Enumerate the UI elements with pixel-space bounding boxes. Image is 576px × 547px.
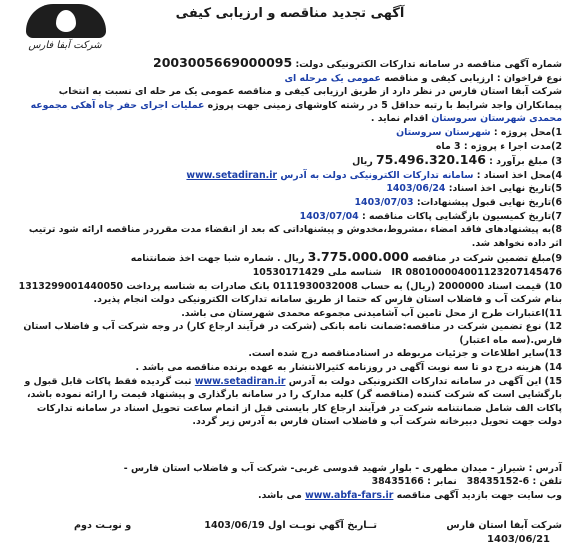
address-line: آدرس : شیراز - میدان مطهری - بلوار شهید قدوسی غربی- شرکت آب و فاضلاب استان فارس - xyxy=(123,463,562,474)
item-15: 15) این آگهی در سامانه تدارکات الکترونیکی دولت به آدرس www.setadiran.ir ثبت گردیده فقط پاکات قابل قبول و بارگشایی است که شرکت کننده (مناقصه گر) کلیه مدارک را در سامانه بارگذاری و پیشنهاد قیمت را ارائه نموده باشد، پاکات الف شامل ضمانتنامه شرکت در فرآیند ارجاع کار بایستی قبل از اتمام ساعت تحویل اسناد در سامانه تدارکات دولت جهت تحویل دبیرخانه شرکت آب و فاضلاب استان فارس به آدرس زیر گردد. xyxy=(24,375,562,428)
item-4: 4)محل اخذ اسناد : سامانه تدارکات الکترونیکی دولت به آدرس www.setadiran.ir xyxy=(186,169,562,181)
first-publish-date: تــاریخ آگهي نوبـت اول 1403/06/19 xyxy=(204,520,377,531)
item-14: 14) هزینه درج دو تا سه نوبت آگهی در روزنامه کثیرالانتشار به عهده برنده مناقصه می باشد . xyxy=(135,362,562,374)
contact-footer xyxy=(14,462,562,502)
item-8: 8)به پیشنهادهای فاقد امضاء ،مشروط،مخدوش و پیشنهاداتی که بعد از انقضاء مدت مقرردر مناقصه ارائه شود ترتیب اثر داده نخواهد شد. xyxy=(28,224,562,249)
announcement-body xyxy=(14,56,562,429)
item-10: 10) قیمت اسناد 2000000 (ریال) به حساب 0111930032008 بانک صادرات به شناسه پرداخت 1313299001440050 بنام شرکت آب و فاضلاب استان فارس که حتما از طریق سامانه تدارکات الکترونیکی دولت انجام پذیرد. xyxy=(18,280,562,306)
second-publish-label: و نوبـت دوم xyxy=(74,520,132,531)
item-9-ids: IR 080100004001123207145476 شناسه ملی 10530171429 xyxy=(252,266,562,278)
item-12: 12) نوع تضمین شرکت در مناقصه:ضمانت نامه بانکی (شرکت در فرآیند ارجاع کار) در وجه شرکت آب و فاضلاب استان فارس.(سه ماه اعتبار) xyxy=(23,321,562,346)
water-drop-icon xyxy=(26,4,106,38)
website-line: وب سایت جهت بازدید آگهی مناقصه www.abfa-fars.ir می باشد. xyxy=(258,489,562,501)
logo-text: شرکت آبفا فارس xyxy=(28,40,102,51)
item-1: 1)محل پروژه : شهرستان سروستان xyxy=(396,126,562,138)
item-11: 11)اعتبارات طرح از محل تامین آب آشامیدنی مجموعه محمدی شهرستان می باشد. xyxy=(181,307,562,319)
abfa-fars-link[interactable]: www.abfa-fars.ir xyxy=(305,489,394,501)
setadiran-link-2[interactable]: www.setadiran.ir xyxy=(194,375,286,387)
phone-line: تلفن : 38435152-6 نمابر : 38435166 xyxy=(371,476,562,488)
intro-paragraph: شرکت آبفا استان فارس در نظر دارد از طریق ارزیابی کیفی و مناقصه عمومی یک مر حله ای نسبت به انتخاب پیمانکاران واجد شرایط با رتبه حداقل 5 در رشته کاوشهای زمینی جهت پروژه عملیات اجرای حفر چاه آهکی مجموعه محمدی شهرستان سروستان اقدام نماید . xyxy=(30,86,562,125)
call-type-line: نوع فراخوان : ارزیابی کیفی و مناقصه عمومی یک مرحله ای xyxy=(284,72,562,84)
tender-number-line: شماره آگهی مناقصه در سامانه تدارکات الکترونیکی دولت: 2003005669000095 xyxy=(153,55,562,70)
abfa-logo xyxy=(6,4,124,60)
company-signature: شرکت آبفا استان فارس xyxy=(446,520,562,531)
second-publish-date: 1403/06/21 xyxy=(487,534,550,545)
item-5: 5)تاریخ نهایی اخذ اسناد: 1403/06/24 xyxy=(386,183,562,195)
page-title: آگهی تجدید مناقصه و ارزیابی کیفی xyxy=(175,6,405,21)
item-7: 7)تاریخ کمیسیون بازگشایی پاکات مناقصه : 1403/07/04 xyxy=(299,210,562,222)
setadiran-link[interactable]: www.setadiran.ir xyxy=(186,169,278,181)
item-6: 6)تاریخ نهایی قبول پیشنهادات: 1403/07/03 xyxy=(354,196,562,208)
item-9: 9)مبلغ تضمین شرکت در مناقصه 3.775.000.000 ریال . شماره شبا جهت اخذ ضمانتنامه xyxy=(130,249,562,265)
item-2: 2)مدت اجرا ء پروژه : 3 ماه xyxy=(435,140,562,152)
item-3: 3) مبلغ برآورد : 75.496.320.146 ریال xyxy=(352,152,562,168)
signature-block xyxy=(14,520,562,547)
tender-number: 2003005669000095 xyxy=(153,55,293,70)
item-13: 13)سایر اطلاعات و جزئیات مربوطه در اسنادمناقصه درج شده است. xyxy=(248,348,562,360)
